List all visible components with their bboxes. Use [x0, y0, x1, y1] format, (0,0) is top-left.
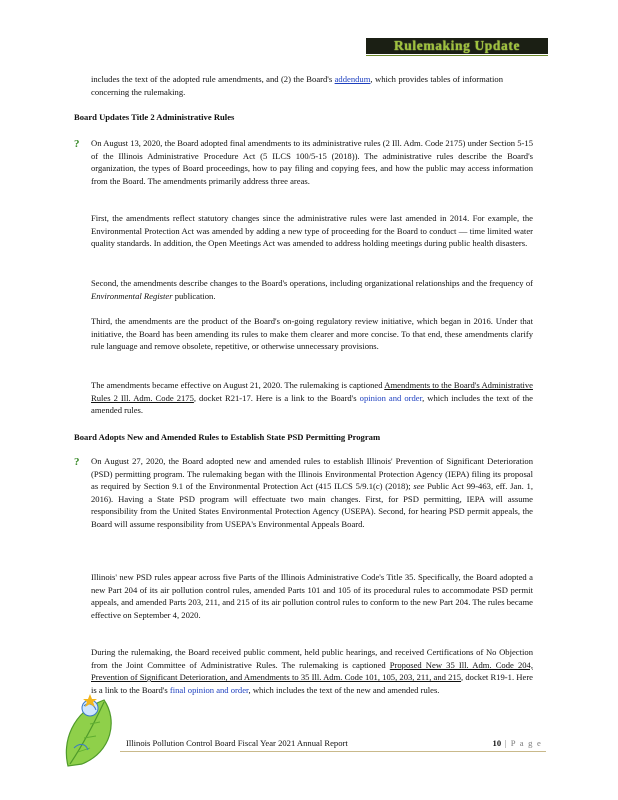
bullet-marker: ? [74, 456, 80, 468]
paragraph-title2-adoption: On August 13, 2020, the Board adopted final amendments to its administrative rules (2 Ill. Adm. Code 2175) under Section 5-15 of the Illinois Administrative Procedure Act (5 ILCS 100/5-15 (2018)). The administrative rules describe the Board's organization, the types of Board proceedings, how to pay filing and copying fees, and how the public may access information from the Board. The amendments primarily address three areas. [91, 138, 533, 186]
board-leaf-logo [60, 690, 122, 770]
bullet-marker: ? [74, 138, 80, 150]
footer-report-title: Illinois Pollution Control Board Fiscal Year 2021 Annual Report [126, 738, 348, 748]
final-opinion-and-order-link[interactable]: final opinion and order [169, 684, 249, 695]
section-heading-title2: Board Updates Title 2 Administrative Rules [74, 112, 235, 122]
paragraph-title2-first: First, the amendments reflect statutory changes since the administrative rules were last amended in 2014. For example, the Environmental Protection Act was amended by adding a new type of proceeding for the Board to conduct — time limited water quality standards. In addition, the Open Meetings Act was amended to address holding meetings during public health disasters. [91, 213, 533, 249]
intro-paragraph: includes the text of the adopted rule amendments, and (2) the Board's addendum, which provides tables of information concerning the rulemaking. [91, 74, 504, 97]
opinion-and-order-link[interactable]: opinion and order [359, 392, 423, 403]
header-rule [366, 55, 548, 56]
caption-title2: Amendments to the Board's Administrative Rules 2 Ill. Adm. Code 2175 [91, 380, 533, 403]
addendum-link[interactable]: addendum [334, 74, 371, 84]
caption-psd: Proposed New 35 Ill. Adm. Code 204, Prevention of Significant Deterioration, and Amendments to 35 Ill. Adm. Code 101, 105, 203, 211, and 215 [91, 659, 533, 683]
paragraph-psd-adoption: On August 27, 2020, the Board adopted new and amended rules to establish Illinois' Prevention of Significant Deterioration (PSD) permitting program. The rulemaking began with the Illinois Environmental Protection Agency (IEPA) filing its proposal as required by Section 9.1 of the Environmental Protection Act (415 ILCS 5/9.1(c) (2018); see Public Act 99-463, eff. Jan. 1, 2016). Having a State PSD program will effectuate two main changes. First, for PSD permitting, IEPA will assume responsibility from the United States Environmental Protection Agency (USEPA). Second, for hearing PSD permit appeals, the Board will assume responsibility from USEPA's Environmental Appeals Board. [91, 456, 533, 529]
footer [126, 737, 542, 749]
paragraph-title2-effective: The amendments became effective on August 21, 2020. The rulemaking is captioned Amendments to the Board's Administrative Rules 2 Ill. Adm. Code 2175, docket R21-17. Here is a link to the Board's opinion and order, which includes the text of the amended rules. [91, 380, 533, 416]
page-number: 10 | P a g e [492, 738, 542, 748]
footer-rule [120, 751, 546, 752]
paragraph-title2-second: Second, the amendments describe changes to the Board's operations, including organizational relationships and the frequency of Environmental Register publication. [91, 278, 533, 301]
paragraph-psd-rulemaking: During the rulemaking, the Board received public comment, held public hearings, and received Certifications of No Objection from the Joint Committee of Administrative Rules. The rulemaking is captioned Proposed New 35 Ill. Adm. Code 204, Prevention of Significant Deterioration, and Amendments to 35 Ill. Adm. Code 101, 105, 203, 211, and 215, docket R19-1. Here is a link to the Board's final opinion and order, which includes the text of the new and amended rules. [91, 647, 533, 695]
paragraph-psd-parts: Illinois' new PSD rules appear across five Parts of the Illinois Administrative Code's Title 35. Specifically, the Board adopted a new Part 204 of its air pollution control rules, amended Parts 101 and 105 of its procedural rules to accommodate PSD permit appeals, and amended Parts 203, 211, and 215 of its air pollution control rules to conform to the new Part 204. The rules became effective on September 4, 2020. [91, 572, 533, 620]
header-banner: Rulemaking Update [366, 38, 548, 54]
paragraph-title2-third: Third, the amendments are the product of the Board's on-going regulatory review initiative, which began in 2016. Under that initiative, the Board has been amending its rules to make them clearer and more concise. To that end, these amendments clarify rule language and remove obsolete, repetitive, or otherwise unnecessary provisions. [91, 316, 533, 352]
section-heading-psd: Board Adopts New and Amended Rules to Establish State PSD Permitting Program [74, 432, 381, 442]
